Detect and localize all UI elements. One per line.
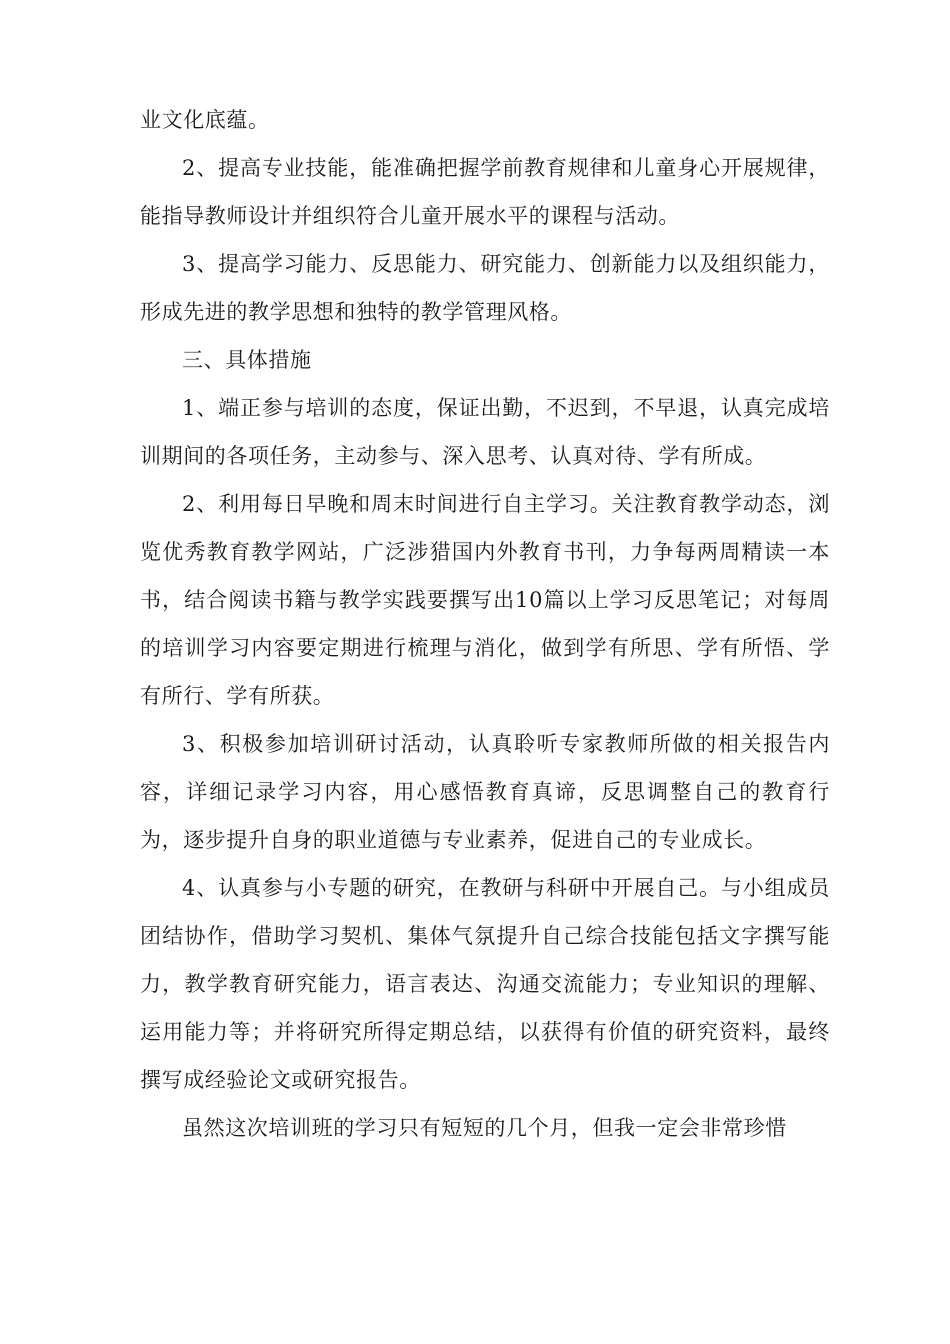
paragraph-goal-3: 3、提高学习能力、反思能力、研究能力、创新能力以及组织能力，形成先进的教学思想和独特的教学管理风格。 xyxy=(140,252,830,324)
paragraph-measure-4: 4、认真参与小专题的研究，在教研与科研中开展自己。与小组成员团结协作，借助学习契机、集体气氛提升自己综合技能包括文字撰写能力，教学教育研究能力，语言表达、沟通交流能力；专业知识的理解、运用能力等；并将研究所得定期总结，以获得有价值的研究资料，最终撰写成经验论文或研究报告。 xyxy=(140,876,830,1092)
paragraph-closing: 虽然这次培训班的学习只有短短的几个月，但我一定会非常珍惜 xyxy=(182,1116,787,1140)
paragraph-measure-2: 2、利用每日早晚和周末时间进行自主学习。关注教育教学动态，浏览优秀教育教学网站，广泛涉猎国内外教育书刊，力争每两周精读一本书，结合阅读书籍与教学实践要撰写出10篇以上学习反思笔记；对每周的培训学习内容要定期进行梳理与消化，做到学有所思、学有所悟、学有所行、学有所获。 xyxy=(140,492,830,708)
document-body xyxy=(140,96,830,1152)
section-heading-measures: 三、具体措施 xyxy=(182,348,312,372)
paragraph-measure-1: 1、端正参与培训的态度，保证出勤，不迟到，不早退，认真完成培训期间的各项任务，主动参与、深入思考、认真对待、学有所成。 xyxy=(140,396,830,468)
paragraph-continuation: 业文化底蕴。 xyxy=(140,108,270,132)
paragraph-goal-2: 2、提高专业技能，能准确把握学前教育规律和儿童身心开展规律，能指导教师设计并组织符合儿童开展水平的课程与活动。 xyxy=(140,156,830,228)
paragraph-measure-3: 3、积极参加培训研讨活动，认真聆听专家教师所做的相关报告内容，详细记录学习内容，用心感悟教育真谛，反思调整自己的教育行为，逐步提升自身的职业道德与专业素养，促进自己的专业成长。 xyxy=(140,732,830,852)
